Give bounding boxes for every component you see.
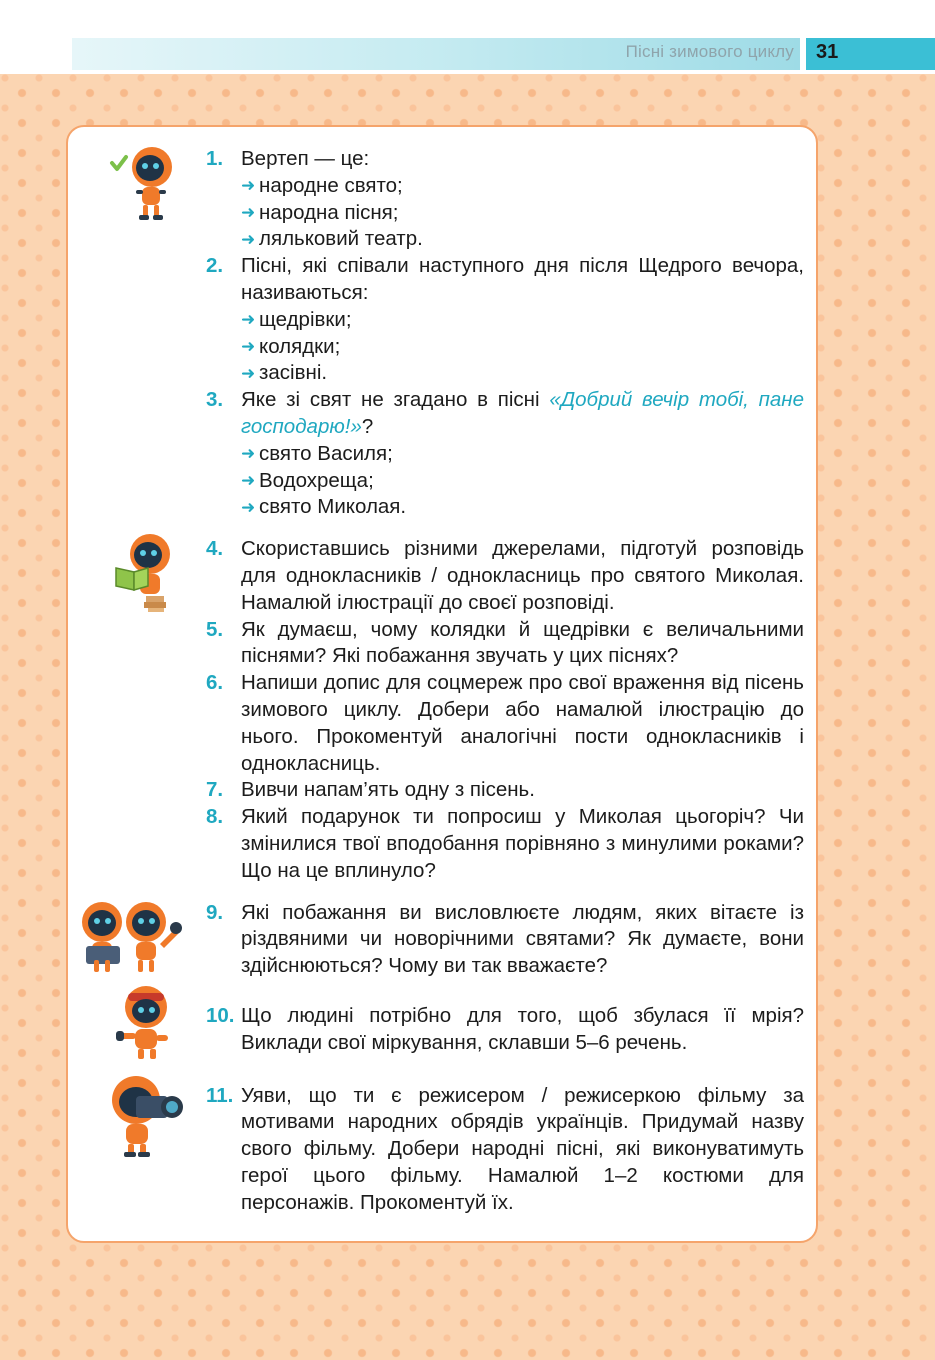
- question-number: 1.: [206, 147, 224, 170]
- answer-option-text: народне свято;: [259, 173, 403, 197]
- question-1: [206, 146, 804, 253]
- robot-with-camera-icon: [102, 1072, 188, 1160]
- question-3: [206, 387, 804, 521]
- question-text: Пісні, які співали наступного дня після Щедрого вечора, називаються:: [241, 254, 804, 304]
- page-number-box: [806, 38, 935, 70]
- question-text-part: ?: [361, 414, 374, 438]
- answer-option: [241, 334, 804, 361]
- question-number: 6.: [206, 671, 224, 695]
- answer-option: [241, 200, 804, 227]
- questions-list: [206, 146, 804, 1216]
- answer-option: [241, 360, 804, 387]
- question-8: [206, 804, 804, 884]
- robot-reading-book-icon: [110, 532, 182, 612]
- robot-with-checkmark-icon: [106, 143, 182, 223]
- question-text: [241, 387, 804, 441]
- answer-option: [241, 307, 804, 334]
- question-number: 9.: [206, 900, 224, 924]
- answer-option-text: свято Василя;: [259, 441, 393, 465]
- question-5: [206, 617, 804, 671]
- question-7: [206, 777, 804, 804]
- question-2: [206, 253, 804, 387]
- question-text: Уяви, що ти є режисером / режисеркою фільму за мотивами народних обрядів українців. Придумай назву свого фільму. Добери народні пісні, які виконуватимуть герої цього фільму. Намалюй 1–2 костюми для персонажів. Прокоментуй їх.: [241, 1083, 804, 1214]
- song-title-quote: «Добрий вечір тобі, пане господарю!»: [241, 388, 804, 438]
- answer-option-text: Водохреща;: [259, 468, 374, 492]
- answer-option-text: народна пісня;: [259, 200, 399, 224]
- arrow-right-icon: ➜: [241, 202, 256, 222]
- question-text: Скориставшись різними джерелами, підготуй розповідь для однокласників / однокласниць про святого Миколая. Намалюй ілюстрації до своєї розповіді.: [241, 537, 804, 614]
- answer-option: [241, 468, 804, 495]
- arrow-right-icon: ➜: [241, 497, 256, 517]
- question-6: [206, 670, 804, 777]
- question-text: Напиши допис для соцмереж про свої враження від пісень зимового циклу. Добери або намалюй ілюстрацію до нього. Прокоментуй аналогічні пости однокласників і однокласниць.: [241, 671, 804, 775]
- two-robots-icon: [76, 898, 188, 976]
- arrow-right-icon: ➜: [241, 336, 256, 356]
- running-header: [72, 38, 800, 70]
- question-text-part: Яке зі свят не згадано в пісні: [241, 388, 550, 412]
- question-number: 3.: [206, 388, 224, 412]
- answer-option-text: свято Миколая.: [259, 495, 407, 519]
- answer-option: [241, 173, 804, 200]
- answer-option-text: колядки;: [259, 334, 341, 358]
- question-number: 5.: [206, 617, 224, 641]
- answer-option: [241, 494, 804, 521]
- question-9: [206, 900, 804, 980]
- section-title: Пісні зимового циклу: [625, 42, 794, 61]
- question-number: 8.: [206, 805, 224, 829]
- question-number: 11.: [206, 1083, 234, 1107]
- answer-option: [241, 441, 804, 468]
- question-text: Як думаєш, чому колядки й щедрівки є величальними піснями? Які побажання звучать у цих піснях?: [241, 617, 804, 668]
- answer-option-text: ляльковий театр.: [259, 227, 423, 251]
- answer-option-text: засівні.: [259, 361, 328, 385]
- question-text: Який подарунок ти попросиш у Миколая цьогоріч? Чи змінилися твої вподобання порівняно з минулими роками? Що на це вплинуло?: [241, 805, 804, 882]
- question-number: 2.: [206, 254, 224, 278]
- arrow-right-icon: ➜: [241, 310, 256, 330]
- answer-option-text: щедрівки;: [259, 307, 352, 331]
- question-11: [206, 1083, 804, 1217]
- answer-option: [241, 226, 804, 253]
- question-text: Які побажання ви висловлюєте людям, яких вітаєте із різдвяними чи новорічними святами? Як думаєте, вони здійснюються? Чому ви так вважаєте?: [241, 900, 804, 978]
- arrow-right-icon: ➜: [241, 470, 256, 490]
- arrow-right-icon: ➜: [241, 363, 256, 383]
- question-4: [206, 536, 804, 616]
- arrow-right-icon: ➜: [241, 444, 256, 464]
- question-text: Вертеп — це:: [241, 147, 370, 170]
- arrow-right-icon: ➜: [241, 176, 256, 196]
- question-10: [206, 1003, 804, 1057]
- question-number: 7.: [206, 778, 224, 802]
- question-text: Вивчи напам’ять одну з пісень.: [241, 778, 535, 802]
- robot-thinking-icon: [106, 983, 184, 1065]
- question-number: 10.: [206, 1003, 235, 1027]
- question-number: 4.: [206, 537, 224, 561]
- question-text: Що людині потрібно для того, щоб збулася її мрія? Виклади свої міркування, склавши 5–6 речень.: [241, 1003, 804, 1054]
- arrow-right-icon: ➜: [241, 229, 256, 249]
- page-number: 31: [816, 41, 839, 63]
